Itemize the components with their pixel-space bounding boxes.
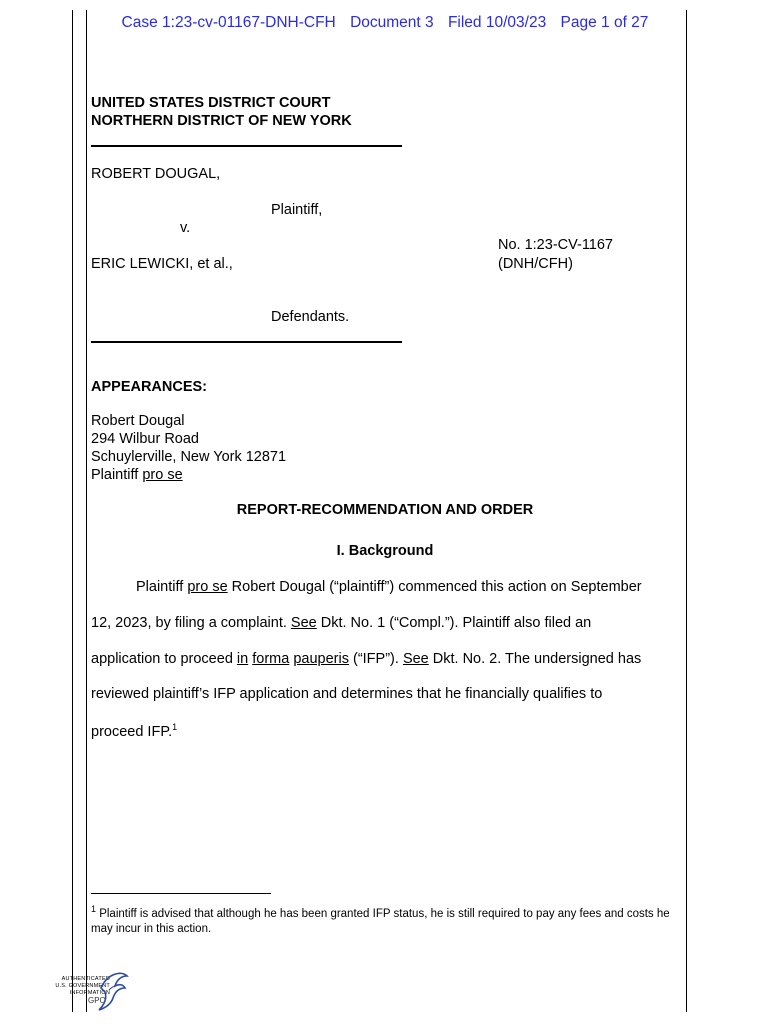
plaintiff-name: ROBERT DOUGAL, (91, 166, 221, 182)
seal-line-1: AUTHENTICATED (61, 976, 110, 982)
header-case-number: Case 1:23-cv-01167-DNH-CFH (121, 14, 336, 31)
paragraph-line-2 (91, 615, 591, 631)
section-heading: I. Background (336, 543, 434, 559)
footnote-text: Plaintiff is advised that although he has been granted IFP status, he is still required to pay any fees and costs he may incur in this action. (91, 907, 670, 935)
text-run: Robert Dougal (“plaintiff”) commenced this action on September (227, 579, 642, 595)
text-run: Dkt. No. 2. The undersigned has (428, 651, 642, 667)
paragraph-line-4: reviewed plaintiff’s IFP application and determines that he financially qualifies to (91, 686, 603, 702)
seal-line-2: U.S. GOVERNMENT (55, 983, 110, 989)
header-document-number: Document 3 (350, 14, 434, 31)
text-run-underlined: pro se (187, 579, 228, 595)
paragraph-line-5 (91, 722, 177, 740)
text-run: application to proceed (91, 651, 237, 667)
plaintiff-role: Plaintiff, (271, 202, 323, 218)
text-run: Dkt. No. 1 (“Compl.”). Plaintiff also filed an (316, 615, 592, 631)
appearance-city: Schuylerville, New York 12871 (91, 449, 287, 465)
footnote-rule (91, 893, 271, 894)
document-title: REPORT-RECOMMENDATION AND ORDER (236, 502, 534, 518)
case-number-line1: No. 1:23-CV-1167 (498, 237, 613, 253)
case-number-line2: (DNH/CFH) (498, 256, 573, 272)
document-header (0, 14, 770, 32)
seal-line-3: INFORMATION (69, 990, 110, 996)
text-run-underlined: pauperis (293, 651, 349, 667)
text-run: Plaintiff (136, 579, 188, 595)
footnote (91, 902, 681, 937)
footnote-number: 1 (91, 904, 97, 914)
text-run-underlined: forma (252, 651, 290, 667)
caption-rule-top (91, 145, 402, 147)
gpo-authentication-seal (40, 968, 140, 1016)
appearance-role-latin: pro se (142, 467, 183, 483)
appearances-heading: APPEARANCES: (91, 379, 208, 395)
header-page-number: Page 1 of 27 (560, 14, 649, 31)
defendant-name: ERIC LEWICKI, et al., (91, 256, 233, 272)
court-name (91, 94, 352, 130)
eagle-icon (95, 968, 131, 1014)
text-run: (“IFP”). (348, 651, 403, 667)
court-name-line1: UNITED STATES DISTRICT COURT (91, 95, 331, 111)
court-name-line2: NORTHERN DISTRICT OF NEW YORK (91, 113, 352, 129)
text-run: proceed IFP. (91, 723, 173, 740)
text-run-underlined: See (290, 615, 317, 631)
text-run-underlined: See (402, 651, 429, 667)
footnote-reference[interactable]: 1 (172, 722, 178, 732)
appearance-role (91, 467, 183, 483)
appearance-name: Robert Dougal (91, 413, 185, 429)
text-run-underlined: in (236, 651, 249, 667)
appearance-role-prefix: Plaintiff (91, 467, 143, 483)
caption-rule-bottom (91, 341, 402, 343)
versus: v. (180, 220, 191, 236)
paragraph-line-1 (136, 579, 642, 595)
header-filed-date: Filed 10/03/23 (447, 14, 547, 31)
paragraph-line-3 (91, 651, 641, 667)
seal-gpo: GPO (88, 996, 106, 1005)
appearance-street: 294 Wilbur Road (91, 431, 199, 447)
text-run: 12, 2023, by filing a complaint. (91, 615, 291, 631)
defendant-role: Defendants. (271, 309, 350, 325)
